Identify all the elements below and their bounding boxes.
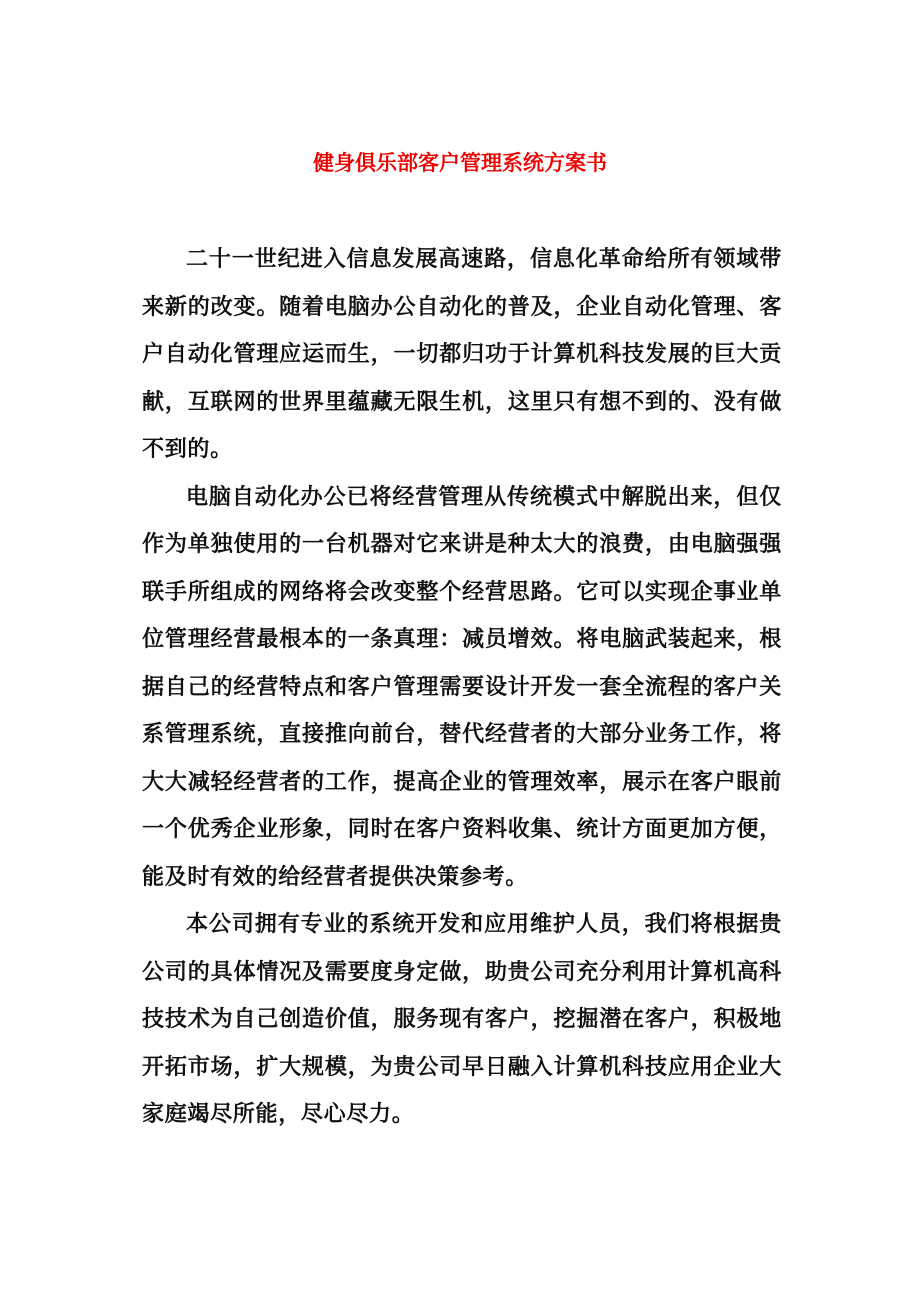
document-title: 健身俱乐部客户管理系统方案书 <box>313 151 607 175</box>
paragraph-3: 本公司拥有专业的系统开发和应用维护人员，我们将根据贵公司的具体情况及需要度身定做，助贵公司充分利用计算机高科技技术为自己创造价值，服务现有客户，挖掘潜在客户，积极地开拓市场，扩大规模，为贵公司早日融入计算机科技应用企业大家庭竭尽所能，尽心尽力。 <box>142 912 782 1127</box>
document-body <box>142 236 782 1139</box>
paragraph-2: 电脑自动化办公已将经营管理从传统模式中解脱出来，但仅作为单独使用的一台机器对它来讲是种太大的浪费，由电脑强强联手所组成的网络将会改变整个经营思路。它可以实现企事业单位管理经营最根本的一条真理：减员增效。将电脑武装起来，根据自己的经营特点和客户管理需要设计开发一套全流程的客户关系管理系统，直接推向前台，替代经营者的大部分业务工作，将大大减轻经营者的工作，提高企业的管理效率，展示在客户眼前一个优秀企业形象，同时在客户资料收集、统计方面更加方便，能及时有效的给经营者提供决策参考。 <box>142 484 782 890</box>
paragraph-1: 二十一世纪进入信息发展高速路，信息化革命给所有领域带来新的改变。随着电脑办公自动化的普及，企业自动化管理、客户自动化管理应运而生，一切都归功于计算机科技发展的巨大贡献，互联网的世界里蕴藏无限生机，这里只有想不到的、没有做不到的。 <box>142 247 782 462</box>
